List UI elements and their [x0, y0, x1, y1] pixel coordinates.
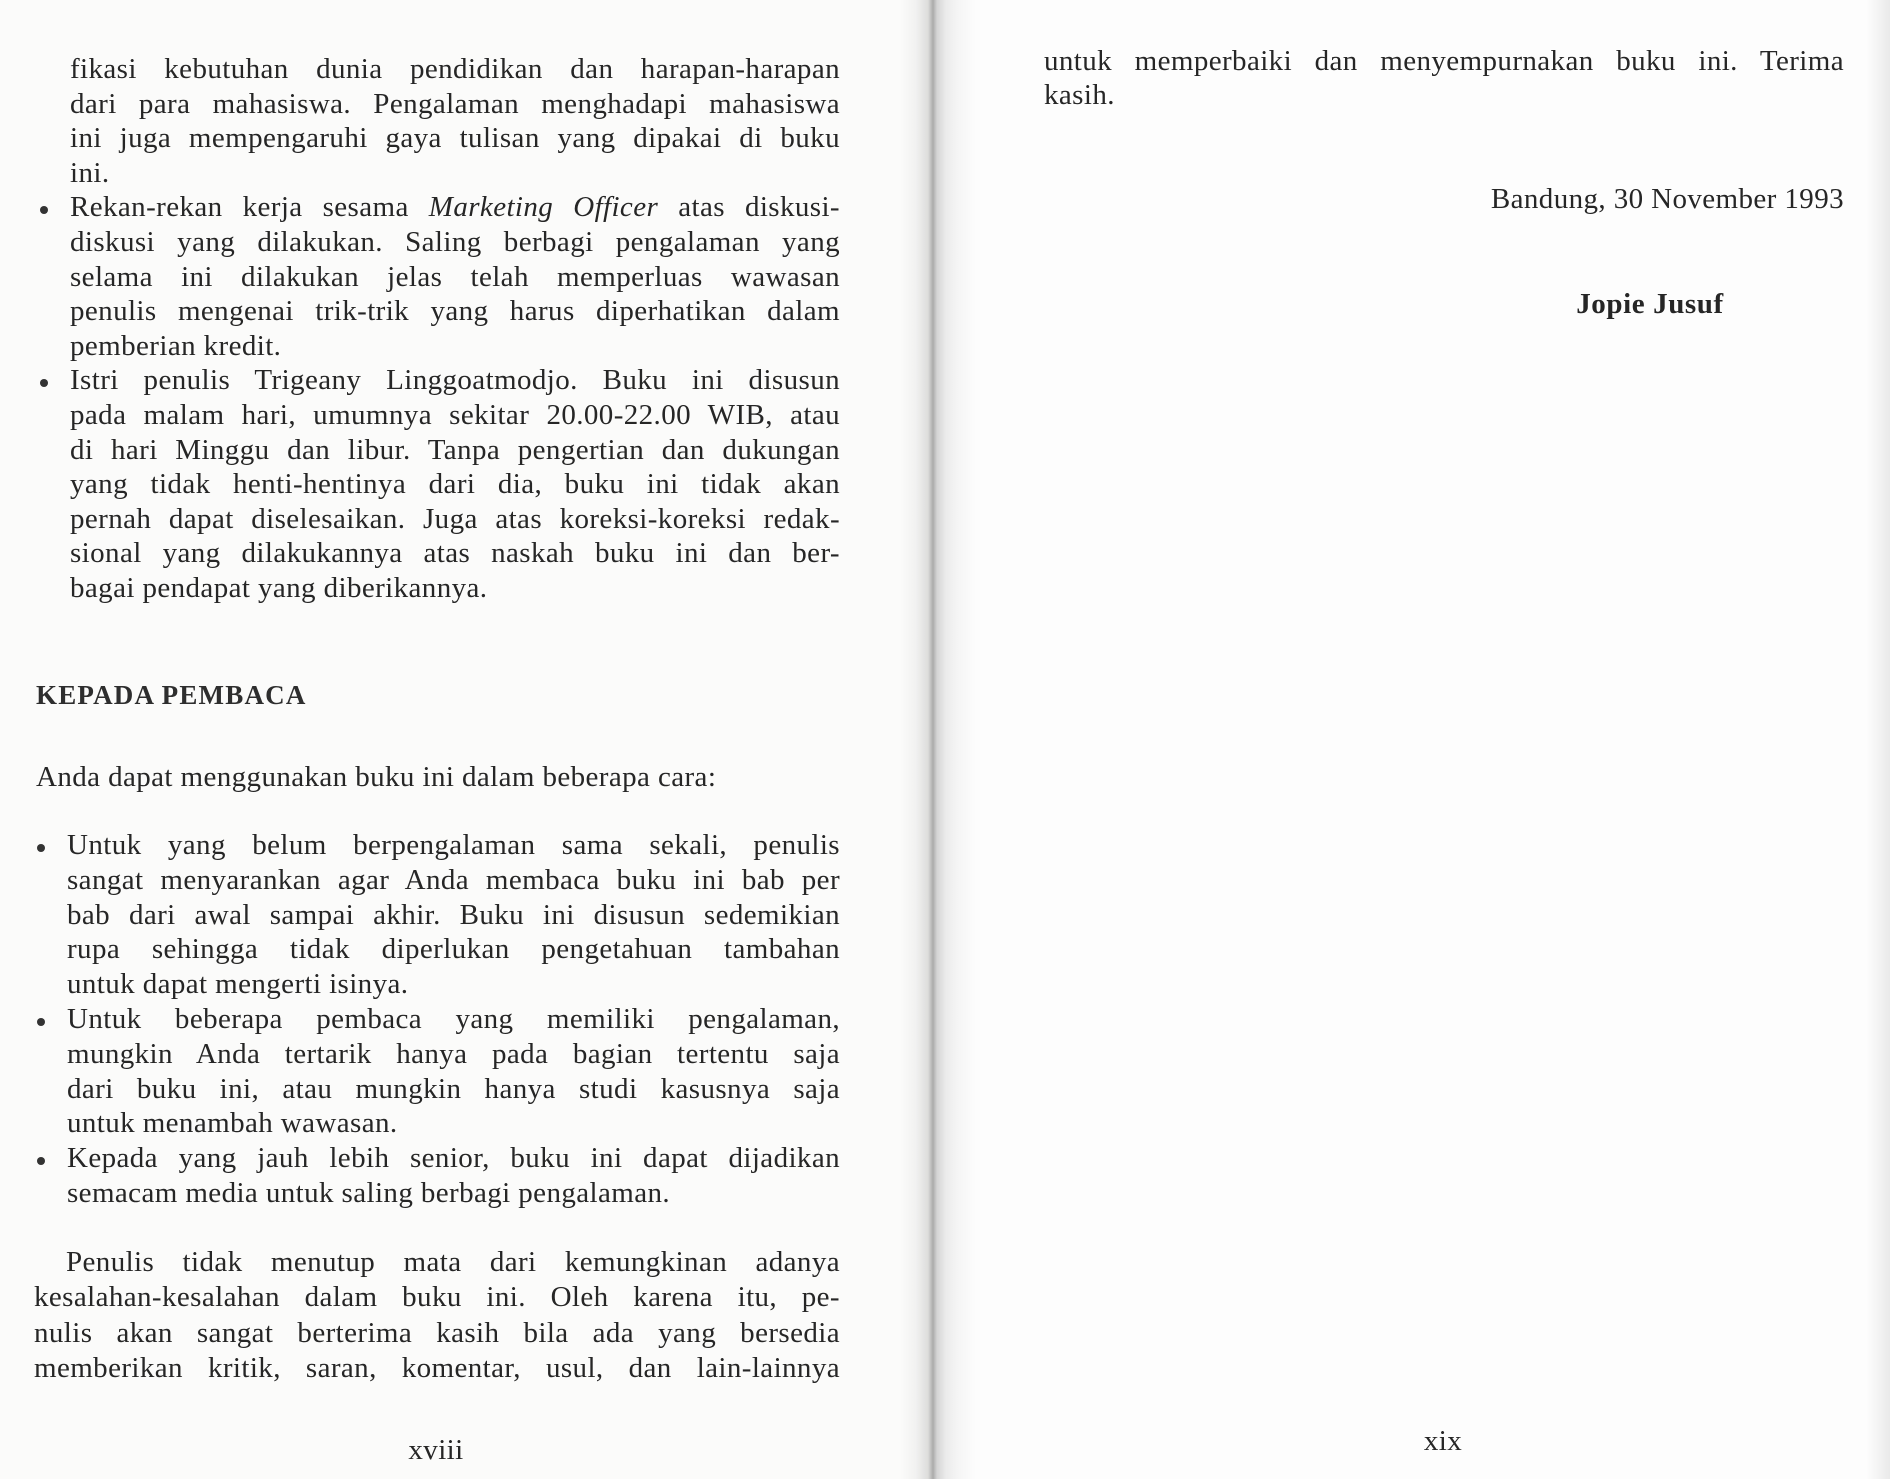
text-line: pernah dapat diselesaikan. Juga atas koreksi-koreksi redak- — [70, 502, 840, 535]
text-line: untuk menambah wawasan. — [67, 1107, 398, 1140]
text-line: selama ini dilakukan jelas telah memperluas wawasan — [70, 260, 840, 293]
text-line: untuk dapat mengerti isinya. — [67, 968, 409, 1001]
bullet-icon — [37, 844, 45, 852]
list-item — [67, 828, 840, 1002]
list-item — [67, 1141, 840, 1211]
text-line: Kepada yang jauh lebih senior, buku ini dapat dijadikan — [67, 1142, 840, 1175]
text-line: nulis akan sangat berterima kasih bila ada yang bersedia — [34, 1316, 840, 1349]
bullet-icon — [40, 206, 48, 214]
text-line: ini. — [70, 156, 110, 189]
text-line: di hari Minggu dan libur. Tanpa pengertian dan dukungan — [70, 433, 840, 466]
list-item — [70, 190, 840, 363]
text-line: pemberian kredit. — [70, 329, 282, 362]
text-line: Istri penulis Trigeany Linggoatmodjo. Buku ini disusun — [70, 364, 840, 397]
text-line: bagai pendapat yang diberikannya. — [70, 571, 488, 604]
text-segment: atas diskusi- — [678, 191, 840, 224]
text-line: penulis mengenai trik-trik yang harus diperhatikan dalam — [70, 295, 840, 328]
list-item — [70, 363, 840, 605]
list-item — [67, 1002, 840, 1141]
left-page — [0, 0, 934, 1479]
page-number: xix — [1423, 1425, 1463, 1457]
text-line: ini juga mempengaruhi gaya tulisan yang dipakai di buku — [70, 122, 840, 155]
reader-uses-list — [67, 828, 840, 1211]
text-line: fikasi kebutuhan dunia pendidikan dan harapan-harapan — [70, 53, 840, 85]
text-line: memberikan kritik, saran, komentar, usul, dan lain-lainnya — [34, 1351, 840, 1384]
text-line: kesalahan-kesalahan dalam buku ini. Oleh karena itu, pe- — [34, 1281, 840, 1314]
right-page-paragraph — [1044, 45, 1844, 113]
bullet-icon — [40, 379, 48, 387]
intro-paragraph — [36, 760, 840, 795]
bullet-icon — [37, 1157, 45, 1165]
text-line: semacam media untuk saling berbagi pengalaman. — [67, 1176, 671, 1209]
text-line: dari para mahasiswa. Pengalaman menghadapi mahasiswa — [70, 87, 840, 120]
text-line: diskusi yang dilakukan. Saling berbagi pengalaman yang — [70, 225, 840, 258]
section-heading: KEPADA PEMBACA — [36, 680, 307, 710]
text-line: untuk memperbaiki dan menyempurnakan buku ini. Terima — [1044, 45, 1844, 77]
text-line: Anda dapat menggunakan buku ini dalam beberapa cara: — [36, 761, 717, 793]
closing-paragraph — [34, 1245, 840, 1386]
text-line: Untuk yang belum berpengalaman sama sekali, penulis — [67, 829, 840, 861]
text-line: sangat menyarankan agar Anda membaca buku ini bab per — [67, 863, 840, 896]
book-gutter-shadow — [900, 0, 976, 1479]
text-line: pada malam hari, umumnya sekitar 20.00-22.00 WIB, atau — [70, 398, 840, 431]
text-line: rupa sehingga tidak diperlukan pengetahuan tambahan — [67, 933, 840, 966]
page-edge-shadow — [1866, 0, 1890, 1479]
text-line: bab dari awal sampai akhir. Buku ini disusun sedemikian — [67, 898, 840, 931]
text-line: kasih. — [1044, 78, 1115, 111]
text-line — [70, 190, 840, 225]
text-line: sional yang dilakukannya atas naskah buku ini dan ber- — [70, 537, 840, 570]
page-number: xviii — [408, 1434, 464, 1466]
acknowledgement-list — [70, 52, 840, 606]
place-date: Bandung, 30 November 1993 — [1490, 183, 1844, 215]
list-item — [70, 52, 840, 190]
text-line: dari buku ini, atau mungkin hanya studi kasusnya saja — [67, 1072, 840, 1105]
text-segment: Rekan-rekan kerja sesama — [70, 191, 409, 224]
author-name: Jopie Jusuf — [1576, 288, 1724, 320]
right-page — [934, 0, 1890, 1479]
text-line: Penulis tidak menutup mata dari kemungkinan adanya — [66, 1246, 840, 1278]
text-line: mungkin Anda tertarik hanya pada bagian tertentu saja — [67, 1037, 840, 1070]
text-line: Untuk beberapa pembaca yang memiliki pengalaman, — [67, 1002, 840, 1035]
text-line: yang tidak henti-hentinya dari dia, buku ini tidak akan — [70, 468, 840, 501]
italic-term: Marketing Officer — [428, 191, 659, 224]
bullet-icon — [37, 1018, 45, 1026]
